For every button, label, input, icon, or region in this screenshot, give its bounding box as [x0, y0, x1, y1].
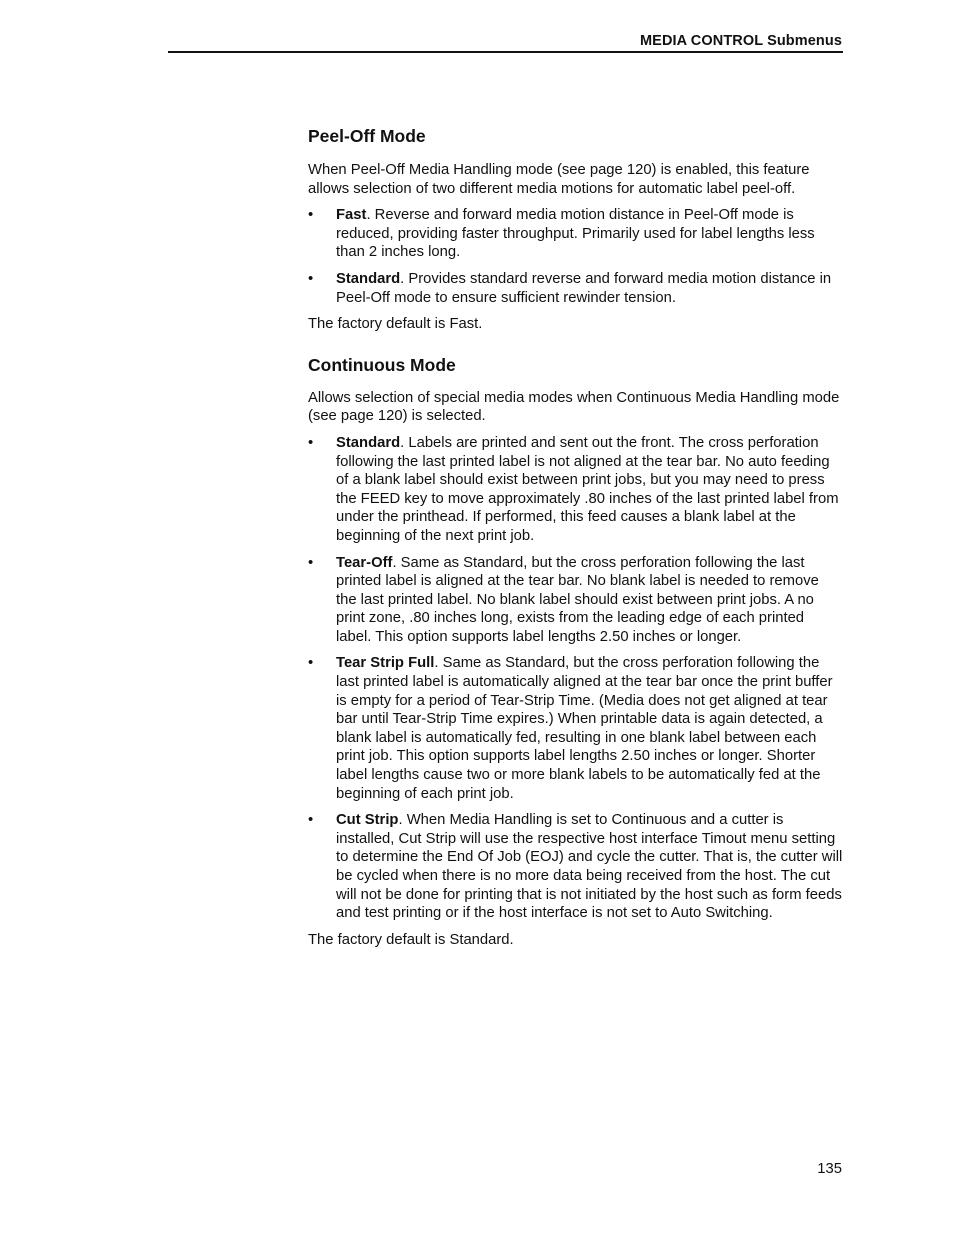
- option-term: Tear Strip Full: [336, 655, 435, 672]
- list-item: [308, 811, 843, 923]
- section-heading-peel-off: Peel-Off Mode: [308, 126, 426, 146]
- list-item: [308, 554, 843, 647]
- section-intro-peel-off: When Peel-Off Media Handling mode (see page 120) is enabled, this feature allows selection of two different media motions for automatic label peel-off.: [308, 162, 810, 197]
- bullet: •: [308, 434, 314, 451]
- option-description: . Labels are printed and sent out the front. The cross perforation following the last printed label is not aligned at the tear bar. No auto feeding of a blank label should exist between print jobs, but you may need to press the FEED key to move approximately .80 inches of the last printed label from under the printhead. If performed, this feed causes a blank label at the beginning of the next print job.: [336, 434, 839, 544]
- bullet: •: [308, 270, 314, 287]
- option-description: . Provides standard reverse and forward media motion distance in Peel-Off mode to ensure sufficient rewinder tension.: [336, 270, 832, 306]
- option-description: . When Media Handling is set to Continuous and a cutter is installed, Cut Strip will use the respective host interface Timout menu setting to determine the End Of Job (EOJ) and cycle the cutter. That is, the cutter will be cycled when there is no more data being received from the host. The cut will not be done for printing that is not initiated by the host such as form feeds and test printing or if the host interface is not set to Auto Switching.: [336, 812, 843, 922]
- section-intro-continuous: Allows selection of special media modes when Continuous Media Handling mode (see page 120) is selected.: [308, 389, 840, 425]
- header-title: MEDIA CONTROL Submenus: [640, 33, 842, 49]
- list-item: [308, 206, 843, 262]
- option-term: Fast: [336, 207, 367, 224]
- section-default-peel-off: The factory default is Fast.: [308, 316, 483, 333]
- page-header: [168, 32, 843, 53]
- list-item: [308, 270, 843, 307]
- peel-off-options-list: [308, 206, 843, 307]
- option-description: . Same as Standard, but the cross perforation following the last printed label is automatically aligned at the tear bar once the print buffer is empty for a period of Tear-Strip Time. (Media does not get aligned at tear bar until Tear-Strip Time expires.) When printable data is again detected, a blank label is automatically fed, resulting in one blank label between each print job. This option supports label lengths 2.50 inches or longer. Shorter label lengths cause two or more blank labels to be automatically fed at the beginning of each print job.: [336, 655, 833, 802]
- option-term: Cut Strip: [336, 812, 399, 829]
- page-number: 135: [817, 1161, 842, 1177]
- bullet: •: [308, 207, 314, 224]
- list-item: [308, 434, 843, 546]
- list-item: [308, 654, 843, 803]
- bullet: •: [308, 655, 314, 672]
- bullet: •: [308, 812, 314, 829]
- option-term: Tear-Off: [336, 554, 393, 571]
- option-description: . Reverse and forward media motion distance in Peel-Off mode is reduced, providing faster throughput. Primarily used for label lengths less than 2 inches long.: [336, 207, 815, 261]
- option-term: Standard: [336, 434, 401, 451]
- page-content: [308, 125, 843, 949]
- option-term: Standard: [336, 270, 401, 287]
- continuous-options-list: [308, 434, 843, 923]
- section-heading-continuous: Continuous Mode: [308, 354, 456, 375]
- bullet: •: [308, 554, 314, 571]
- section-default-continuous: The factory default is Standard.: [308, 931, 514, 948]
- option-description: . Same as Standard, but the cross perforation following the last printed label is aligned at the tear bar. No blank label is needed to remove the last printed label. No blank label should exist between print jobs. A no print zone, .80 inches long, exists from the leading edge of each printed label. This option supports label lengths 2.50 inches or longer.: [336, 554, 819, 645]
